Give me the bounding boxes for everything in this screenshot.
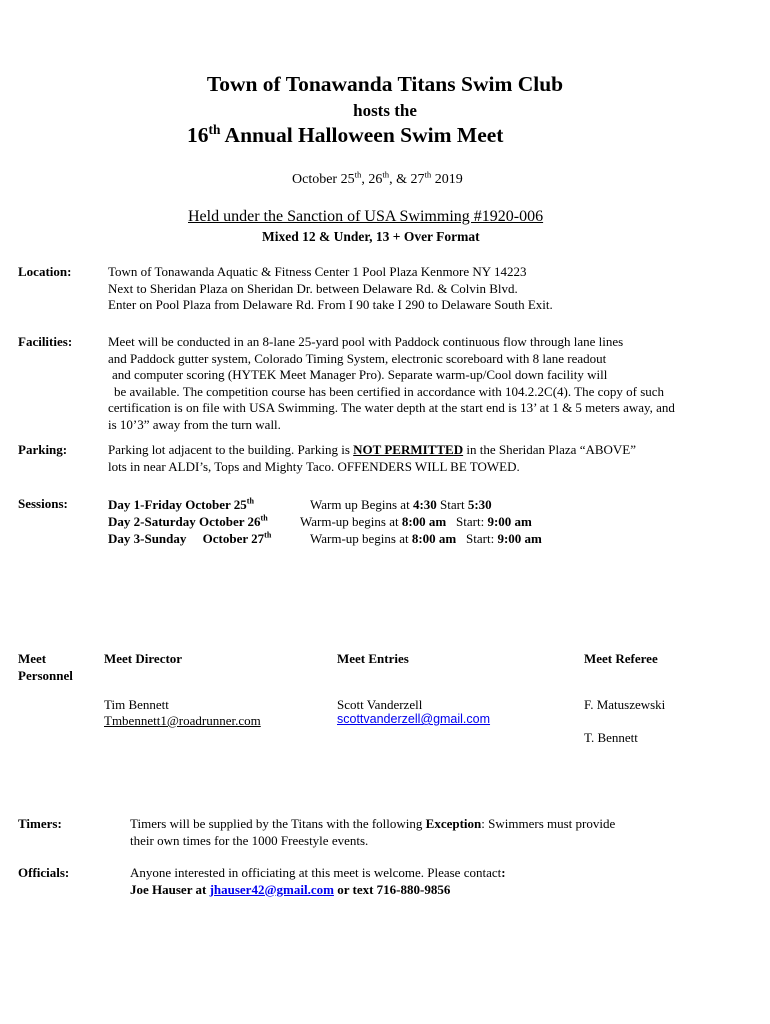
meet-name-heading: 16th Annual Halloween Swim Meet bbox=[187, 121, 504, 147]
personnel-label: Meet Personnel bbox=[18, 651, 73, 683]
meet-entries-heading: Meet Entries bbox=[337, 651, 409, 666]
location-line: Next to Sheridan Plaza on Sheridan Dr. between Delaware Rd. & Colvin Blvd. bbox=[108, 280, 518, 296]
sanction-line: Held under the Sanction of USA Swimming #1920-006 bbox=[188, 208, 544, 225]
sessions-label: Sessions: bbox=[18, 496, 68, 511]
location-text bbox=[108, 264, 748, 314]
parking-line: Parking lot adjacent to the building. Parking is NOT PERMITTED in the Sheridan Plaza “ABOVE” bbox=[108, 442, 637, 457]
page-title: Town of Tonawanda Titans Swim Club bbox=[206, 72, 564, 96]
not-permitted-emphasis: NOT PERMITTED bbox=[353, 442, 464, 457]
parking-line: lots in near ALDI’s, Tops and Mighty Taco. OFFENDERS WILL BE TOWED. bbox=[108, 458, 520, 474]
officials-line: Anyone interested in officiating at this meet is welcome. Please contact: bbox=[130, 865, 506, 880]
meet-dates: October 25th, 26th, & 27th 2019 bbox=[292, 169, 463, 187]
officials-text bbox=[130, 865, 750, 898]
location-label: Location: bbox=[18, 264, 72, 279]
referee-name: T. Bennett bbox=[584, 730, 638, 745]
director-name: Tim Bennett bbox=[104, 697, 169, 712]
facilities-label: Facilities: bbox=[18, 334, 73, 349]
facilities-line: Meet will be conducted in an 8-lane 25-yard pool with Paddock continuous flow through lane lines bbox=[108, 334, 624, 349]
session-times: Warm-up begins at 8:00 am Start: 9:00 am bbox=[300, 514, 532, 529]
facilities-line: be available. The competition course has been certified in accordance with 104.2.2C(4). The copy of such bbox=[114, 383, 665, 399]
session-times: Warm-up begins at 8:00 am Start: 9:00 am bbox=[310, 531, 542, 546]
location-line: Town of Tonawanda Aquatic & Fitness Center 1 Pool Plaza Kenmore NY 14223 bbox=[108, 264, 527, 279]
meet-director-heading: Meet Director bbox=[104, 651, 183, 666]
session-times: Warm up Begins at 4:30 Start 5:30 bbox=[310, 497, 492, 512]
facilities-line: and computer scoring (HYTEK Meet Manager Pro). Separate warm-up/Cool down facility will bbox=[112, 367, 608, 383]
timers-line: Timers will be supplied by the Titans with the following Exception: Swimmers must provide bbox=[130, 816, 616, 831]
director-email-link[interactable]: Tmbennett1@roadrunner.com bbox=[104, 713, 261, 728]
officials-label: Officials: bbox=[18, 865, 70, 880]
entries-email-link[interactable]: scottvanderzell@gmail.com bbox=[337, 712, 491, 726]
officials-contact: Joe Hauser at jhauser42@gmail.com or text 716-880-9856 bbox=[130, 881, 451, 897]
location-line: Enter on Pool Plaza from Delaware Rd. From I 90 take I 290 to Delaware South Exit. bbox=[108, 297, 553, 313]
format-line: Mixed 12 & Under, 13 + Over Format bbox=[262, 229, 480, 244]
exception-emphasis: Exception bbox=[425, 816, 482, 831]
parking-text bbox=[108, 442, 748, 475]
timers-text bbox=[130, 816, 750, 849]
timers-line: their own times for the 1000 Freestyle events. bbox=[130, 832, 369, 848]
facilities-text bbox=[108, 334, 748, 434]
officials-email-link[interactable]: jhauser42@gmail.com bbox=[209, 881, 334, 897]
hosts-line: hosts the bbox=[353, 101, 417, 120]
facilities-line: certification is on file with USA Swimming. The water depth at the start end is 13’ at 1 & 5 meters away, and bbox=[108, 400, 675, 416]
facilities-line: and Paddock gutter system, Colorado Timing System, electronic scoreboard with 8 lane readout bbox=[108, 350, 607, 366]
session-day: Day 3-Sunday October 27th bbox=[108, 530, 272, 546]
facilities-line: is 10’3” away from the turn wall. bbox=[108, 416, 281, 432]
timers-label: Timers: bbox=[18, 816, 62, 831]
referee-name: F. Matuszewski bbox=[584, 697, 666, 712]
parking-label: Parking: bbox=[18, 442, 68, 457]
session-day: Day 2-Saturday October 26th bbox=[108, 513, 268, 529]
entries-name: Scott Vanderzell bbox=[337, 697, 423, 712]
meet-referee-heading: Meet Referee bbox=[584, 651, 658, 666]
session-day: Day 1-Friday October 25th bbox=[108, 496, 254, 512]
